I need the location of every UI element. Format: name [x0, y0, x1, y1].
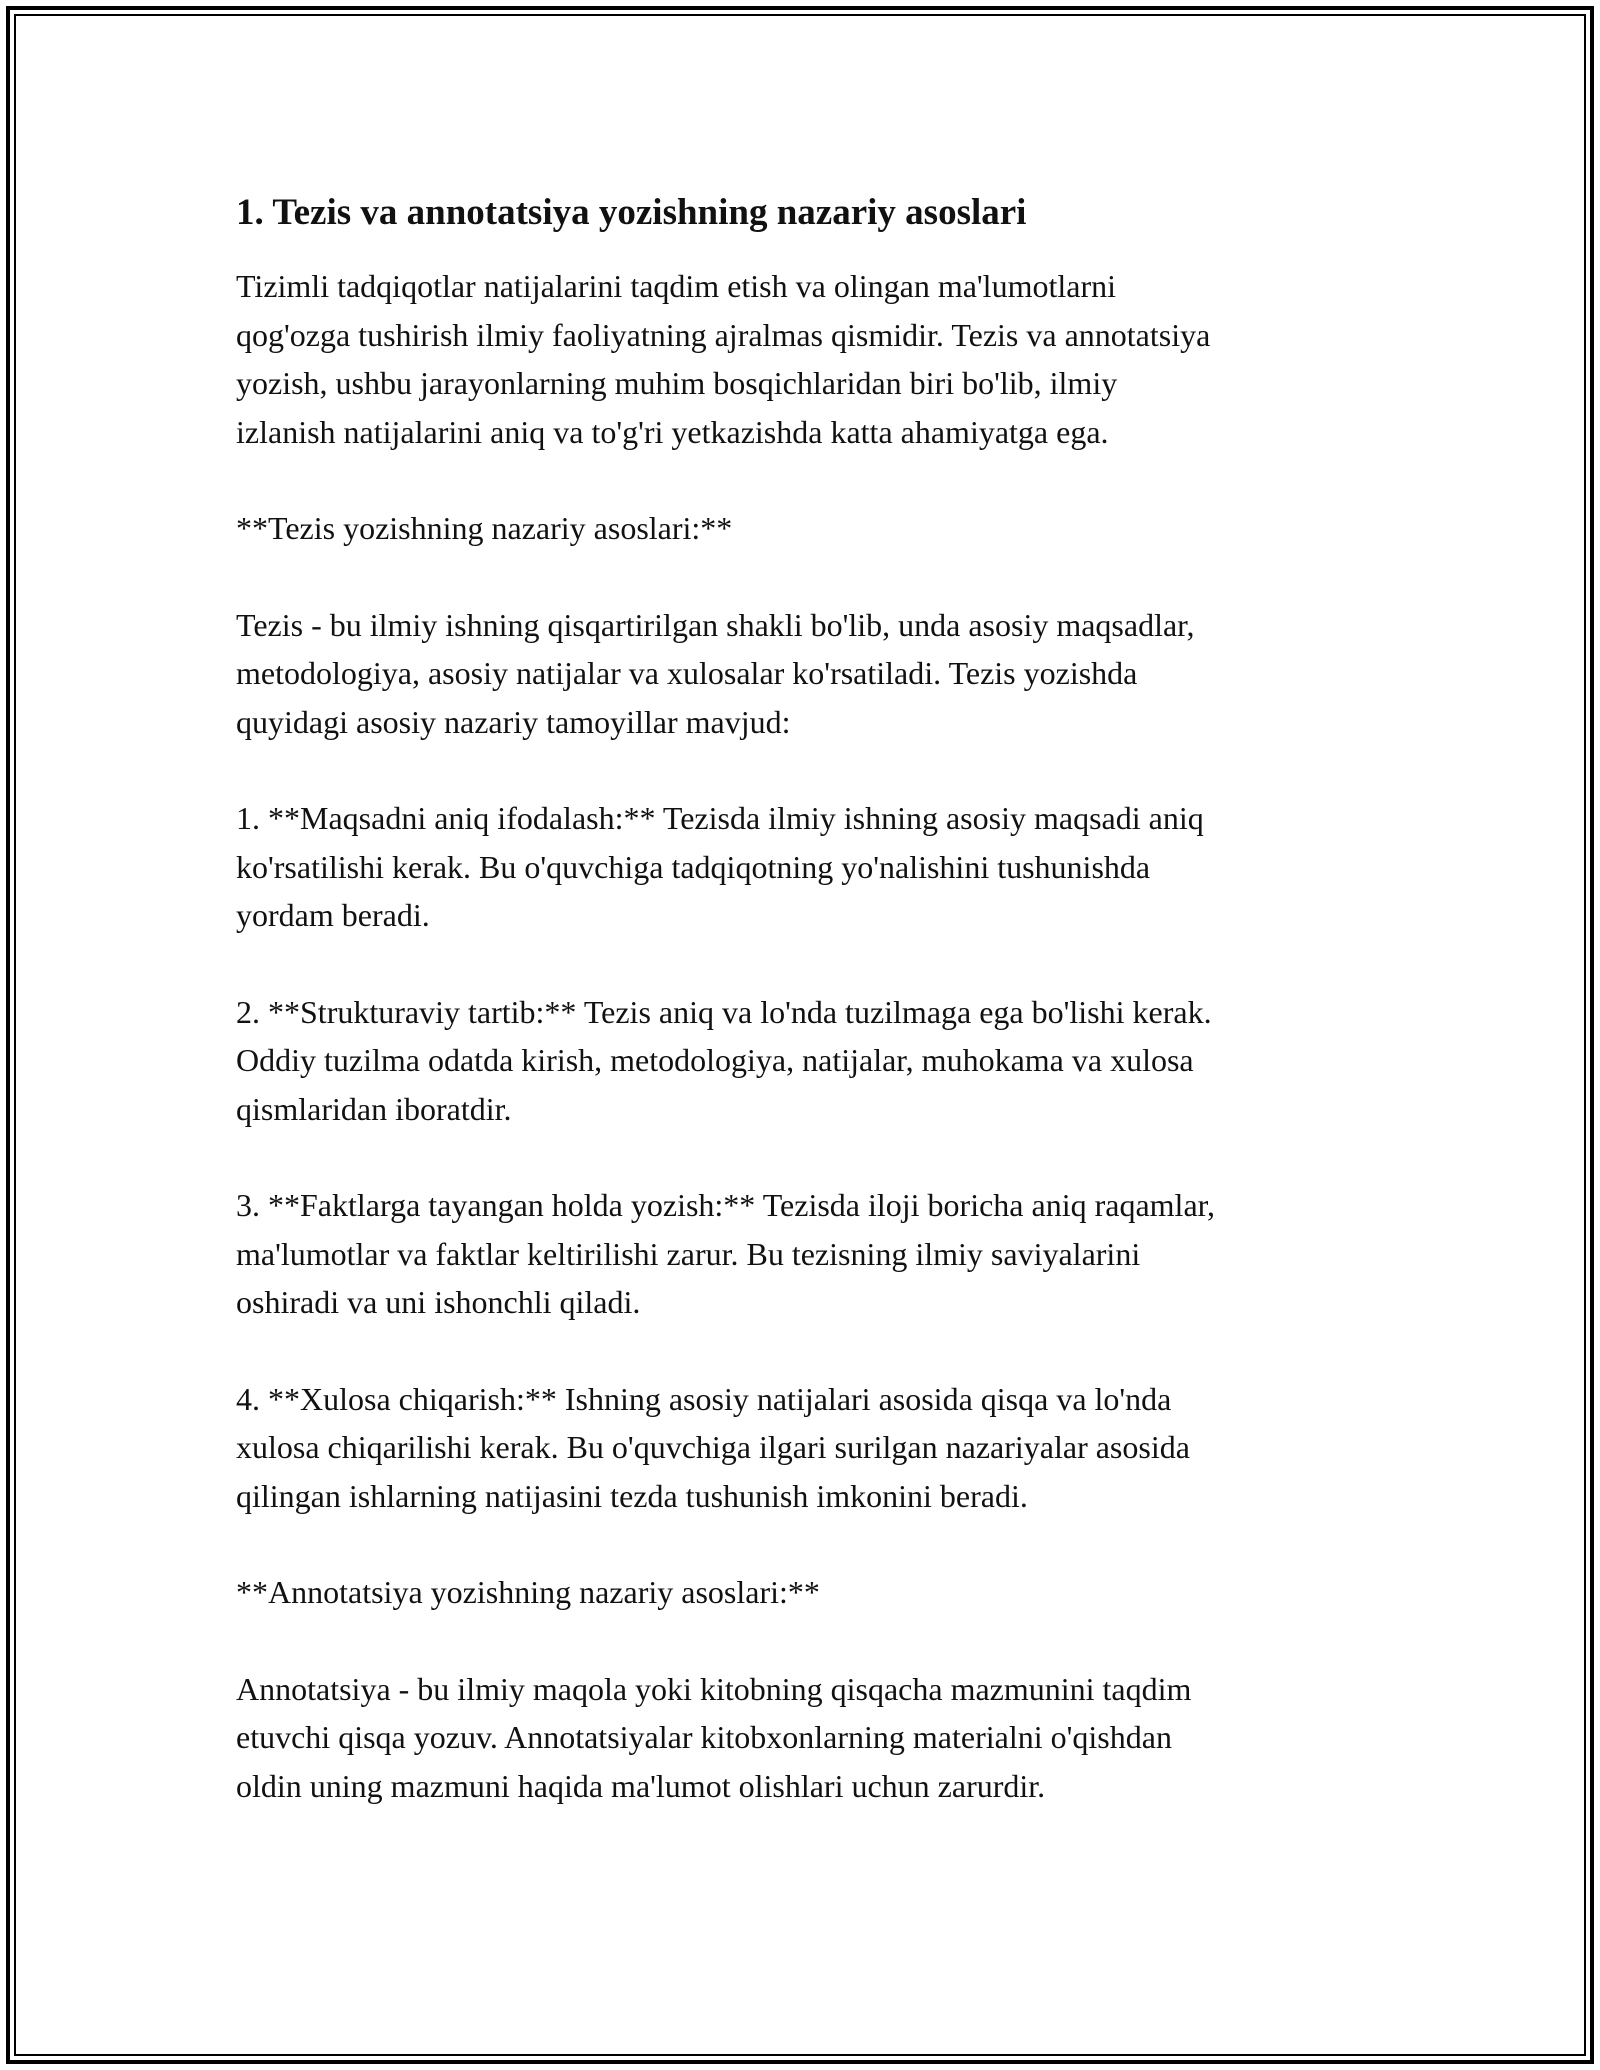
- list-item-struktura: 2. **Strukturaviy tartib:** Tezis aniq va lo'nda tuzilmaga ega bo'lishi kerak. Oddiy tuzilma odatda kirish, metodologiya, natijalar, muhokama va xulosa qismlaridan iboratdir.: [236, 993, 1212, 1127]
- tezis-definition-paragraph: Tezis - bu ilmiy ishning qisqartirilgan shakli bo'lib, unda asosiy maqsadlar, metodologiya, asosiy natijalar va xulosalar ko'rsatiladi. Tezis yozishda quyidagi asosiy nazariy tamoyillar mavjud:: [236, 606, 1195, 740]
- list-item-maqsad: 1. **Maqsadni aniq ifodalash:** Tezisda ilmiy ishning asosiy maqsadi aniq ko'rsatilishi kerak. Bu o'quvchiga tadqiqotning yo'nalishini tushunishda yordam beradi.: [236, 800, 1204, 933]
- list-item-faktlar: 3. **Faktlarga tayangan holda yozish:** Tezisda iloji boricha aniq raqamlar, ma'lumotlar va faktlar keltirilishi zarur. Bu tezisning ilmiy saviyalarini oshiradi va uni ishonchli qiladi.: [236, 1187, 1216, 1320]
- section-heading: 1. Tezis va annotatsiya yozishning nazariy asoslari: [236, 192, 1027, 233]
- annotatsiya-subheading: **Annotatsiya yozishning nazariy asoslari:**: [236, 1574, 820, 1610]
- tezis-subheading: **Tezis yozishning nazariy asoslari:**: [236, 510, 733, 546]
- annotatsiya-definition-paragraph: Annotatsiya - bu ilmiy maqola yoki kitobning qisqacha mazmunini taqdim etuvchi qisqa yozuv. Annotatsiyalar kitobxonlarning materialni o'qishdan oldin uning mazmuni haqida ma'lumot olishlari uchun zarurdir.: [236, 1670, 1192, 1804]
- list-item-xulosa: 4. **Xulosa chiqarish:** Ishning asosiy natijalari asosida qisqa va lo'nda xulosa chiqarilishi kerak. Bu o'quvchiga ilgari surilgan nazariyalar asosida qilingan ishlarning natijasini tezda tushunish imkonini beradi.: [236, 1380, 1190, 1514]
- document-body: [236, 186, 1376, 1858]
- intro-paragraph: Tizimli tadqiqotlar natijalarini taqdim etish va olingan ma'lumotlarni qog'ozga tushirish ilmiy faoliyatning ajralmas qismidir. Tezis va annotatsiya yozish, ushbu jarayonlarning muhim bosqichlaridan biri bo'lib, ilmiy izlanish natijalarini aniq va to'g'ri yetkazishda katta ahamiyatga ega.: [236, 268, 1211, 450]
